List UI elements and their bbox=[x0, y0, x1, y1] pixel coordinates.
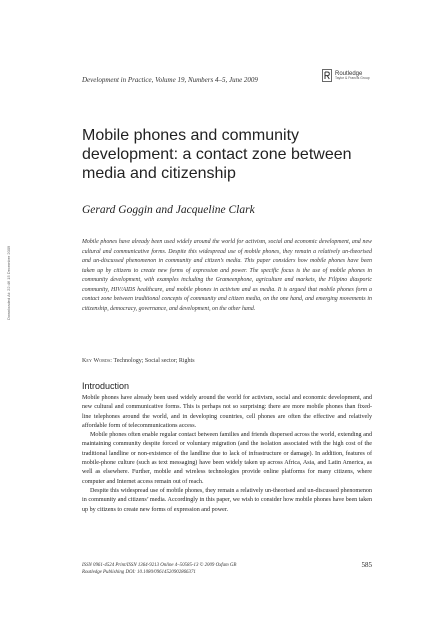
page-number: 585 bbox=[361, 561, 372, 569]
keywords-list: Technology; Social sector; Rights bbox=[113, 358, 195, 364]
article-authors: Gerard Goggin and Jacqueline Clark bbox=[82, 204, 255, 216]
keywords-label: Key Words: bbox=[82, 358, 113, 364]
publisher-doi-line: Routledge Publishing DOI: 10.1080/09614520902866371 bbox=[82, 570, 196, 575]
section-heading-introduction: Introduction bbox=[82, 381, 130, 391]
body-paragraph: Mobile phones have already been used widely around the world for activism, social and economic development, and new cultural and communicative forms. This is perhaps not so surprising: there are more mobile phones than fixed-line telephones around the world, and in developing countries, cell phones are often the effective and relatively affordable form of telecommunications access. bbox=[82, 395, 372, 429]
introduction-body bbox=[82, 394, 372, 515]
body-paragraph: Mobile phones often enable regular contact between families and friends dispersed across the world, extending and maintaining community despite forced or voluntary migration (and the isolation associated with the high cost of the traditional landline or non-existence of the landline due to lack of infrastructure or damage). In addition, features of mobile-phone culture (such as text messaging) have been widely taken up across Africa, Asia, and Latin America, as well as elsewhere. Further, mobile and wireless technologies provide online platforms for many citizens, where computer and Internet access remain out of reach. bbox=[82, 432, 372, 485]
page-footer bbox=[82, 562, 372, 576]
publisher-name: Routledge bbox=[335, 70, 363, 77]
publisher-logo bbox=[322, 69, 370, 82]
keywords-line bbox=[82, 358, 195, 364]
journal-citation: Development in Practice, Volume 19, Numbers 4–5, June 2009 bbox=[82, 76, 258, 84]
article-abstract: Mobile phones have already been used widely around the world for activism, social and economic development, and new cultural and communicative forms. Despite this widespread use of mobile phones, they remain a relatively un-theorised and un-discussed phenomenon in community and citizen’s media. This paper considers how mobile phones have been taken up by citizens to create new forms of expression and power. The specific focus is the use of mobile phones in community development, with examples including the Grameenphone, agriculture and markets, the Filipino diasporic community, HIV/AIDS healthcare, and mobile phones in activism and as media. It is argued that mobile phones form a contact zone between traditional concepts of community and citizen media, on the one hand, and emerging movements in citizenship, democracy, governance, and development, on the other hand. bbox=[82, 239, 372, 312]
publisher-group: Taylor & Francis Group bbox=[335, 75, 370, 80]
article-title: Mobile phones and community development: a contact zone between media and citizenship bbox=[82, 127, 352, 182]
download-stamp: Downloaded At: 22:46 15 December 2009 bbox=[6, 245, 11, 320]
issn-line: ISSN 0961-4524 Print/ISSN 1364-9213 Online 4–50585-13 © 2009 Oxfam GB bbox=[82, 563, 237, 568]
body-paragraph: Despite this widespread use of mobile phones, they remain a relatively un-theorised and un-discussed phenomenon in community and citizens’ media. Accordingly in this paper, we wish to consider how mobile phones have been taken up by citizens to create new forms of expression and power. bbox=[82, 487, 372, 513]
routledge-logo-icon bbox=[322, 69, 332, 82]
